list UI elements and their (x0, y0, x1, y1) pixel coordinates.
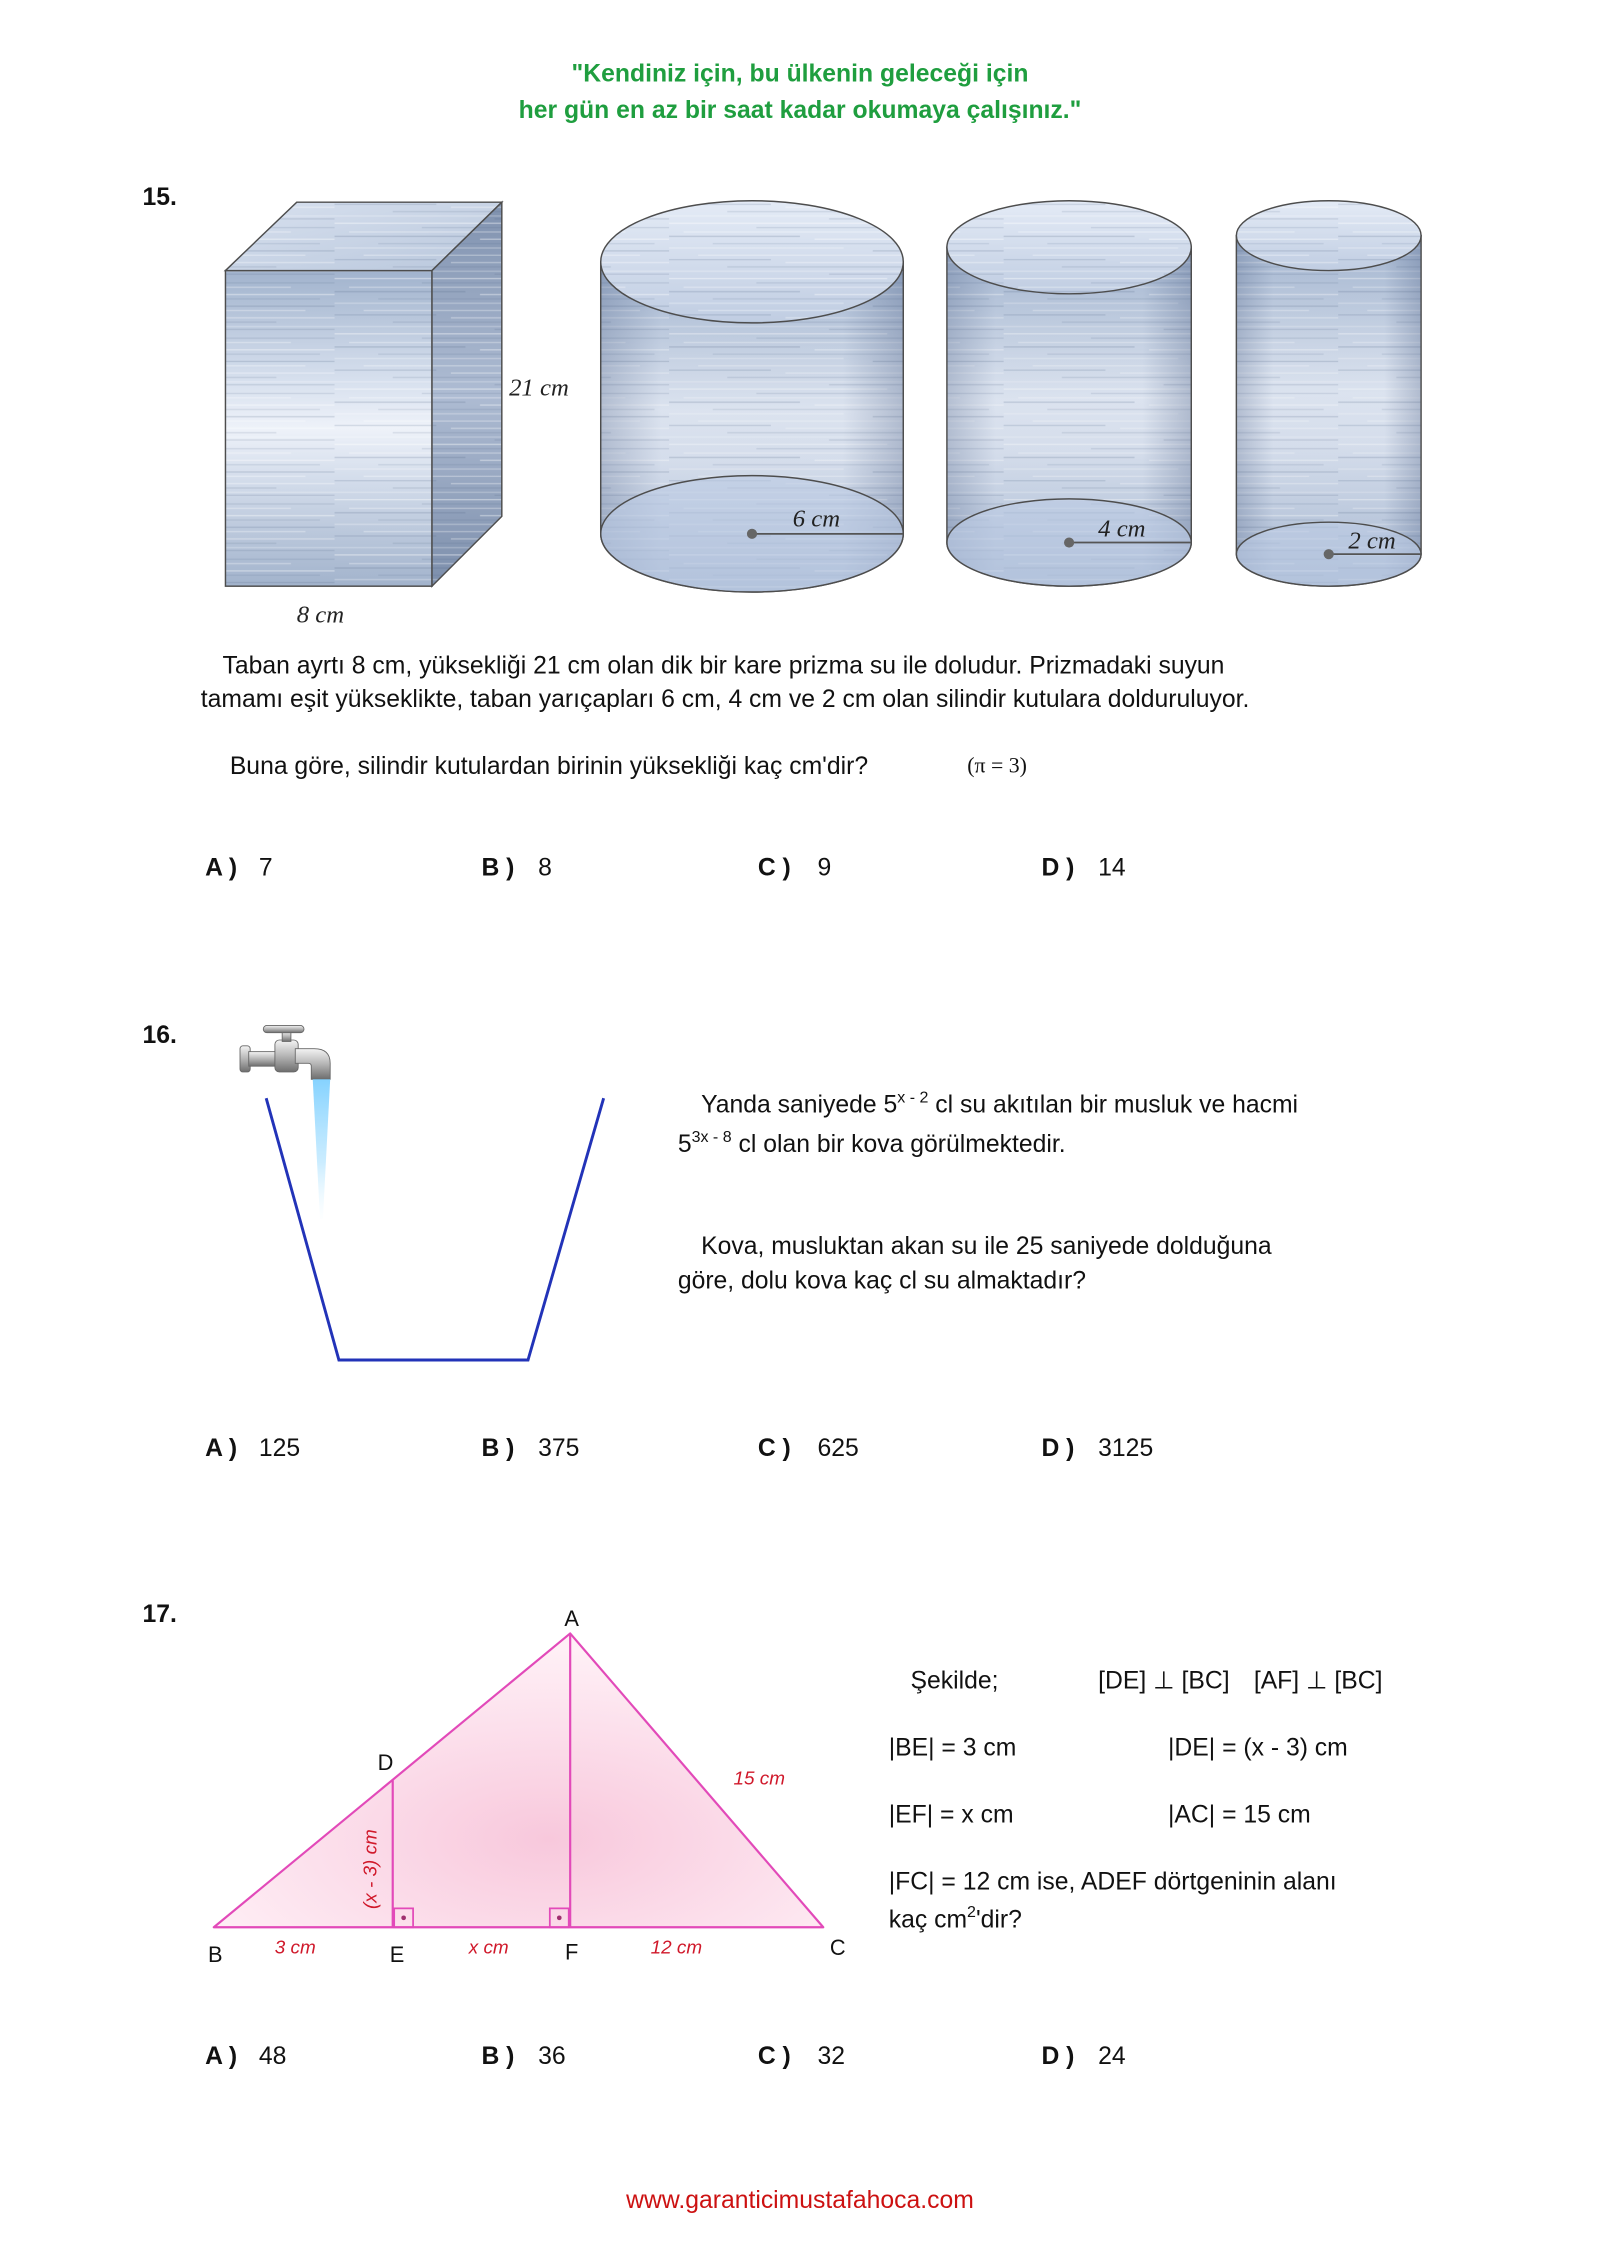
right-angle-dot-f (557, 1915, 562, 1920)
option-b-letter: B ) (481, 853, 515, 882)
perpendicular-de-bc: [DE] ⊥ [BC] (1098, 1666, 1230, 1695)
question-15-figure (204, 189, 1455, 640)
question-17-options (0, 2042, 1600, 2071)
option-b-letter: B ) (481, 1434, 515, 1462)
option-d-letter: D ) (1041, 853, 1075, 882)
vertex-label-b: B (207, 1942, 223, 1968)
option-c-letter: C ) (757, 1434, 791, 1462)
text: 'dir? (975, 1905, 1022, 1934)
perpendicular-af-bc: [AF] ⊥ [BC] (1253, 1666, 1383, 1695)
triangle-abc (214, 1633, 823, 1927)
faucet-pipe (249, 1052, 278, 1067)
option-b-value: 375 (538, 1434, 580, 1462)
option-c-letter: C ) (757, 2042, 791, 2070)
option-a-value: 48 (258, 2042, 287, 2070)
text: cl su akıtılan bir musluk ve hacmi (928, 1090, 1299, 1119)
option-d-letter: D ) (1041, 1434, 1075, 1462)
prism-front-texture (225, 271, 432, 587)
faucet-spout (295, 1049, 330, 1080)
cylinder-large-radius-label: 6 cm (792, 505, 841, 533)
question-15-number: 15. (142, 183, 177, 211)
question-16-options (0, 1434, 1600, 1463)
text: kaç cm (888, 1905, 968, 1934)
flow-rate-exponent: x - 2 (897, 1089, 929, 1107)
question-16-prompt-line-2: göre, dolu kova kaç cl su almaktadır? (677, 1266, 1087, 1295)
prism-edge-label: 8 cm (296, 601, 345, 629)
option-c-letter: C ) (757, 853, 791, 882)
question-16-number: 16. (142, 1021, 177, 1049)
question-16-text-line-2 (678, 1130, 1066, 1159)
volume-exponent: 3x - 8 (691, 1128, 732, 1147)
quote-line-1: "Kendiniz için, bu ülkenin geleceği için (571, 59, 1029, 88)
question-15-prompt: Buna göre, silindir kutulardan birinin yüksekliği kaç cm'dir? (229, 751, 869, 780)
segment-be-label: 3 cm (274, 1937, 316, 1959)
cylinder-small-radius-label: 2 cm (1348, 527, 1396, 555)
text: Yanda saniyede 5 (701, 1090, 898, 1119)
segment-fc-label: 12 cm (650, 1937, 703, 1959)
option-c-value: 32 (817, 2042, 845, 2070)
right-angle-dot-e (401, 1915, 406, 1920)
option-d-value: 3125 (1098, 1434, 1154, 1462)
faucet-body (275, 1040, 298, 1072)
vertex-label-e: E (389, 1942, 405, 1968)
vertex-label-a: A (564, 1606, 579, 1632)
cylinder-medium-center (1064, 537, 1074, 547)
cylinder-large-center (747, 529, 757, 539)
cylinder-small-top-texture (1236, 201, 1421, 271)
segment-ac-label: 15 cm (733, 1768, 785, 1790)
cylinder-medium-radius-label: 4 cm (1098, 515, 1146, 543)
option-a-value: 125 (258, 1434, 301, 1462)
option-b-letter: B ) (481, 2042, 515, 2070)
question-15-text-line-2: tamamı eşit yükseklikte, taban yarıçapları 6 cm, 4 cm ve 2 cm olan silindir kutulara dolduruluyor. (200, 685, 1250, 713)
option-a-letter: A ) (205, 1434, 238, 1462)
faucet-icon (240, 1025, 330, 1079)
prism-side-texture (432, 202, 502, 586)
question-17-intro: Şekilde; (910, 1666, 999, 1695)
question-16-figure (233, 1018, 618, 1374)
prism-height-label: 21 cm (509, 374, 569, 402)
option-d-value: 14 (1098, 853, 1126, 882)
vertex-label-d: D (377, 1750, 394, 1776)
cylinder-medium (947, 201, 1191, 586)
footer-website: www.garanticimustafahoca.com (626, 2186, 974, 2214)
given-de: |DE| = (x - 3) cm (1167, 1733, 1348, 1762)
cylinder-small-center (1324, 549, 1334, 559)
question-17-prompt-line-1: |FC| = 12 cm ise, ADEF dörtgeninin alanı (888, 1867, 1337, 1896)
given-ef: |EF| = x cm (888, 1800, 1014, 1829)
option-a-letter: A ) (205, 2042, 238, 2070)
option-b-value: 8 (538, 853, 552, 882)
cylinder-large (601, 201, 904, 592)
faucet-handle-bar (263, 1025, 304, 1032)
square-prism (225, 202, 568, 628)
motivational-quote (0, 55, 1600, 128)
cylinder-large-top-texture (601, 201, 904, 323)
question-17-prompt-line-2 (889, 1905, 1022, 1934)
question-16-prompt-line-1: Kova, musluktan akan su ile 25 saniyede dolduğuna (701, 1231, 1272, 1260)
cylinder-small (1236, 201, 1421, 586)
option-d-value: 24 (1098, 2042, 1126, 2070)
question-17-number: 17. (142, 1599, 177, 1628)
cylinder-medium-top-texture (947, 201, 1191, 294)
option-d-letter: D ) (1041, 2042, 1075, 2070)
option-b-value: 36 (538, 2042, 566, 2070)
question-16-text-line-1 (701, 1091, 1298, 1120)
vertex-label-c: C (829, 1934, 846, 1960)
text: cl olan bir kova görülmektedir. (731, 1130, 1066, 1158)
option-c-value: 625 (817, 1434, 859, 1462)
option-c-value: 9 (817, 853, 832, 882)
given-ac: |AC| = 15 cm (1167, 1800, 1311, 1829)
option-a-value: 7 (258, 853, 273, 882)
water-stream (313, 1079, 330, 1219)
question-15-options (0, 854, 1600, 883)
option-a-letter: A ) (205, 853, 238, 882)
segment-ef-label: x cm (468, 1937, 509, 1959)
area-unit-exponent: 2 (967, 1903, 976, 1922)
question-15-pi-note: (π = 3) (967, 754, 1027, 779)
quote-line-2: her gün en az bir saat kadar okumaya çalışınız." (518, 95, 1082, 124)
question-17-figure (204, 1600, 851, 1971)
segment-de-label: (x - 3) cm (360, 1829, 382, 1909)
vertex-label-f: F (564, 1939, 579, 1965)
question-15-text-line-1: Taban ayrtı 8 cm, yüksekliği 21 cm olan dik bir kare prizma su ile doludur. Prizmadaki suyun (222, 651, 1225, 680)
given-be: |BE| = 3 cm (888, 1733, 1017, 1762)
text: 5 (677, 1130, 692, 1158)
